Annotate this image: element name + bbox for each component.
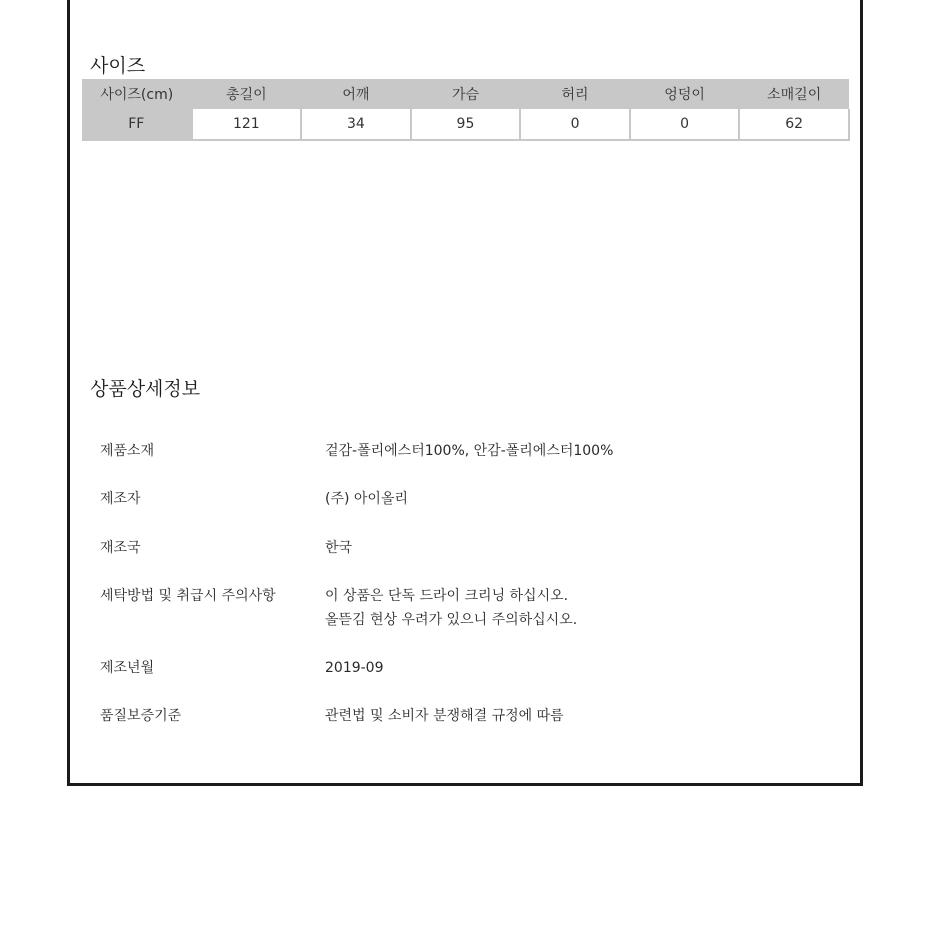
size-row-label: FF [82, 109, 192, 140]
size-value-cell: 34 [301, 109, 411, 140]
detail-value [325, 584, 577, 632]
size-header-cell: 어깨 [301, 79, 411, 109]
size-header-cell: 허리 [520, 79, 630, 109]
size-table-header-row [82, 79, 849, 109]
detail-section-title: 상품상세정보 [90, 378, 201, 400]
size-section-title: 사이즈 [90, 55, 146, 77]
detail-value-line: 이 상품은 단독 드라이 크리닝 하십시오. [325, 588, 569, 604]
size-header-cell: 소매길이 [739, 79, 849, 109]
size-value-cell: 0 [520, 109, 630, 140]
detail-value: 한국 [325, 540, 353, 556]
size-value-cell: 95 [411, 109, 521, 140]
detail-label: 재조국 [100, 540, 141, 556]
size-header-cell: 사이즈(cm) [82, 79, 192, 109]
size-value-cell: 62 [739, 109, 849, 140]
detail-value-line: 올뜯김 현상 우려가 있으니 주의하십시오. [325, 612, 578, 628]
product-info-frame [67, 0, 863, 786]
detail-label: 세탁방법 및 취급시 주의사항 [100, 588, 276, 604]
size-table [82, 79, 850, 141]
detail-label: 제조자 [100, 491, 141, 507]
size-header-cell: 엉덩이 [630, 79, 740, 109]
size-value-cell: 0 [630, 109, 740, 140]
size-table-row [82, 109, 849, 140]
detail-value: 관련법 및 소비자 분쟁해결 규정에 따름 [325, 708, 564, 724]
detail-label: 제품소재 [100, 443, 155, 459]
detail-value: 겉감-폴리에스터100%, 안감-폴리에스터100% [325, 443, 614, 459]
detail-label: 품질보증기준 [100, 708, 182, 724]
size-header-cell: 가슴 [411, 79, 521, 109]
size-header-cell: 총길이 [192, 79, 302, 109]
detail-value: (주) 아이올리 [325, 491, 408, 507]
detail-value: 2019-09 [325, 660, 384, 676]
size-value-cell: 121 [192, 109, 302, 140]
detail-label: 제조년월 [100, 660, 155, 676]
